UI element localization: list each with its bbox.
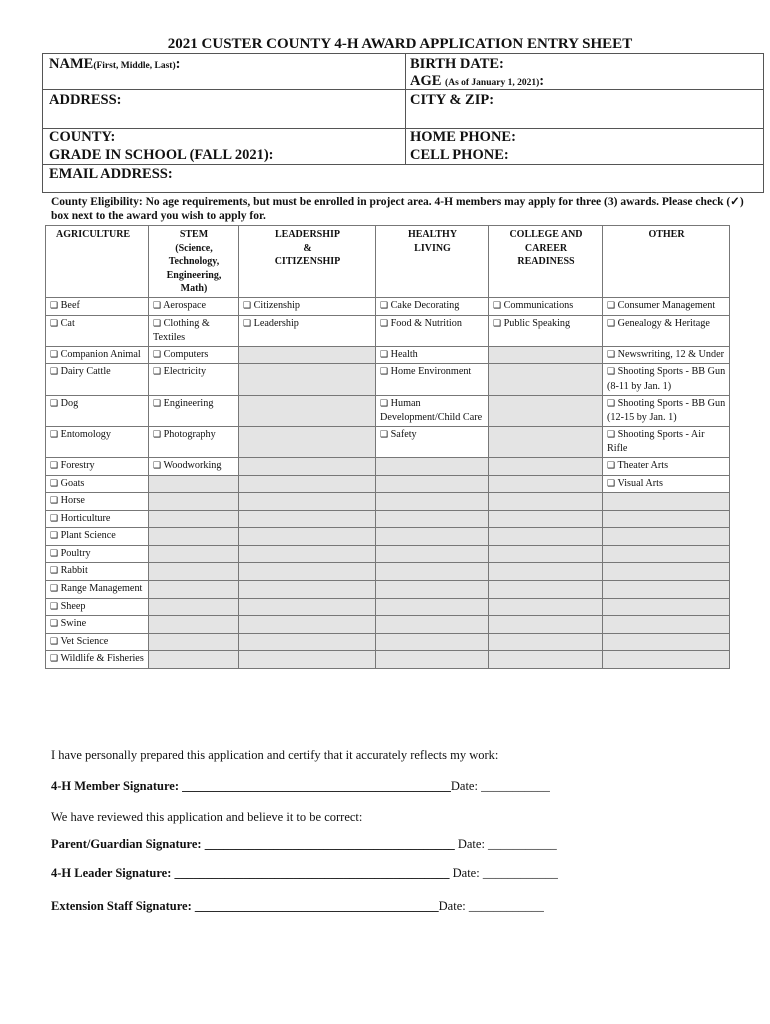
checkbox-icon[interactable]: ❑ [607,478,616,489]
empty-cell [239,364,376,395]
award-label: Plant Science [60,530,116,542]
checkbox-icon[interactable]: ❑ [50,460,59,471]
empty-cell [603,581,730,599]
award-label: Visual Arts [617,477,663,489]
empty-cell [603,510,730,528]
empty-cell [489,395,603,426]
address-field[interactable]: ADDRESS: [49,92,122,108]
award-label: Communications [503,299,574,311]
reviewed-statement: We have reviewed this application and believe it to be correct: [51,810,363,824]
checkbox-icon[interactable]: ❑ [50,548,59,559]
awards-table [45,225,730,669]
header-other: OTHER [603,226,730,298]
empty-cell [149,475,239,493]
table-row [46,315,730,346]
award-option-college-career[interactable] [489,315,603,346]
award-option-agriculture[interactable] [46,315,149,346]
table-header-row [46,226,730,298]
award-label: Beef [60,299,80,311]
header-stem: STEM (Science, Technology, Engineering, Math) [149,226,239,298]
empty-cell [149,633,239,651]
award-label: Leadership [253,317,299,329]
empty-cell [489,581,603,599]
empty-cell [603,545,730,563]
empty-cell [376,510,489,528]
empty-cell [489,545,603,563]
empty-cell [376,545,489,563]
empty-cell [239,426,376,457]
checkbox-icon[interactable]: ❑ [153,300,162,311]
empty-cell [149,598,239,616]
empty-cell [376,563,489,581]
table-row [46,297,730,315]
award-option-college-career[interactable] [489,297,603,315]
checkbox-icon[interactable]: ❑ [153,398,162,409]
empty-cell [239,598,376,616]
checkbox-icon[interactable]: ❑ [50,636,59,647]
award-option-agriculture[interactable] [46,297,149,315]
info-divider [405,54,406,164]
empty-cell [489,598,603,616]
empty-cell [376,633,489,651]
award-option-agriculture[interactable] [46,545,149,563]
award-option-agriculture[interactable] [46,510,149,528]
award-label: Wildlife & Fisheries [60,653,144,665]
award-option-other[interactable] [603,346,730,364]
info-rule [43,89,763,90]
home-phone-field[interactable]: HOME PHONE: [410,129,516,145]
checkbox-icon[interactable]: ❑ [50,429,59,440]
table-row [46,633,730,651]
empty-cell [603,633,730,651]
award-option-agriculture[interactable] [46,581,149,599]
award-label: Electricity [163,366,207,378]
city-zip-field[interactable]: CITY & ZIP: [410,92,495,108]
checkbox-icon[interactable]: ❑ [50,654,59,665]
checkbox-icon[interactable]: ❑ [50,367,59,378]
award-label: Dog [60,397,79,409]
table-row [46,364,730,395]
grade-field[interactable]: GRADE IN SCHOOL (FALL 2021): [49,147,274,163]
empty-cell [489,364,603,395]
checkbox-icon[interactable]: ❑ [380,318,389,329]
staff-signature-line[interactable]: Extension Staff Signature: _______________________________________Date: ____________ [51,899,544,913]
award-option-other[interactable] [603,395,730,426]
award-option-other[interactable] [603,364,730,395]
empty-cell [489,633,603,651]
checkbox-icon[interactable]: ❑ [380,300,389,311]
award-option-agriculture[interactable] [46,598,149,616]
cell-phone-field[interactable]: CELL PHONE: [410,147,509,163]
award-option-stem[interactable] [149,395,239,426]
award-option-agriculture[interactable] [46,493,149,511]
empty-cell [376,581,489,599]
table-row [46,475,730,493]
leader-signature-line[interactable]: 4-H Leader Signature: ____________________________________________ Date: ____________ [51,866,558,880]
award-label: Food & Nutrition [390,317,462,329]
award-option-stem[interactable] [149,426,239,457]
empty-cell [603,598,730,616]
award-option-leadership[interactable] [239,315,376,346]
award-label: Horse [60,495,85,507]
empty-cell [603,563,730,581]
checkbox-icon[interactable]: ❑ [50,300,59,311]
checkbox-icon[interactable]: ❑ [493,318,502,329]
award-label: Range Management [60,583,143,595]
checkbox-icon[interactable]: ❑ [50,619,59,630]
award-option-agriculture[interactable] [46,651,149,669]
award-option-agriculture[interactable] [46,475,149,493]
member-signature-line[interactable]: 4-H Member Signature: ___________________________________________Date: ___________ [51,779,550,793]
award-label: Home Environment [390,366,472,378]
award-label: Cake Decorating [390,299,460,311]
empty-cell [239,493,376,511]
award-label: Goats [60,477,85,489]
name-hint: (First, Middle, Last) [93,61,176,71]
checkbox-icon[interactable]: ❑ [50,318,59,329]
checkbox-icon[interactable]: ❑ [153,367,162,378]
age-label: AGE [410,73,446,89]
award-option-healthy-living[interactable] [376,395,489,426]
checkbox-icon[interactable]: ❑ [153,429,162,440]
award-label: Citizenship [253,299,301,311]
empty-cell [489,457,603,475]
staff-date-line[interactable]: Date: ____________ [438,899,544,913]
info-rule [43,128,763,129]
award-label: Horticulture [60,512,111,524]
award-label: Computers [163,348,209,360]
table-row [46,493,730,511]
table-row [46,395,730,426]
eligibility-note: County Eligibility: No age requirements, but must be enrolled in project area. 4-H members may apply for three (3) awards. Please check (✓) box next to the award you wish to apply for. [51,196,744,222]
award-option-healthy-living[interactable] [376,364,489,395]
checkbox-icon[interactable]: ❑ [50,601,59,612]
award-option-agriculture[interactable] [46,563,149,581]
award-option-healthy-living[interactable] [376,297,489,315]
checkbox-icon[interactable]: ❑ [607,398,616,409]
empty-cell [376,493,489,511]
checkbox-icon[interactable]: ❑ [380,429,389,440]
checkbox-icon[interactable]: ❑ [380,398,389,409]
award-option-other[interactable] [603,426,730,457]
table-row [46,598,730,616]
empty-cell [239,651,376,669]
checkbox-icon[interactable]: ❑ [50,478,59,489]
award-option-agriculture[interactable] [46,616,149,634]
award-label: Rabbit [60,565,88,577]
award-label: Forestry [60,459,95,471]
award-label: Dairy Cattle [60,366,111,378]
award-label: Woodworking [163,459,222,471]
award-option-agriculture[interactable] [46,346,149,364]
award-label: Shooting Sports - BB Gun (8-11 by Jan. 1) [607,366,726,392]
award-option-agriculture[interactable] [46,457,149,475]
empty-cell [239,616,376,634]
checkbox-icon[interactable]: ❑ [243,300,252,311]
table-row [46,510,730,528]
member-date-line[interactable]: Date: ___________ [450,779,550,793]
table-row [46,581,730,599]
checkbox-icon[interactable]: ❑ [50,398,59,409]
checkbox-icon[interactable]: ❑ [50,531,59,542]
checkbox-icon[interactable]: ❑ [607,429,616,440]
award-option-other[interactable] [603,297,730,315]
empty-cell [489,426,603,457]
award-option-agriculture[interactable] [46,364,149,395]
award-label: Cat [60,317,75,329]
empty-cell [149,581,239,599]
checkbox-icon[interactable]: ❑ [607,367,616,378]
empty-cell [376,651,489,669]
empty-cell [489,528,603,546]
checkbox-icon[interactable]: ❑ [50,513,59,524]
award-label: Genealogy & Heritage [617,317,710,329]
checkbox-icon[interactable]: ❑ [50,566,59,577]
info-rule [43,164,763,165]
award-label: Newswriting, 12 & Under [617,348,725,360]
empty-cell [603,651,730,669]
award-option-stem[interactable] [149,315,239,346]
table-row [46,651,730,669]
birth-date-field[interactable]: BIRTH DATE: [410,56,504,72]
checkbox-icon[interactable]: ❑ [607,318,616,329]
checkbox-icon[interactable]: ❑ [153,318,162,329]
table-row [46,563,730,581]
award-label: Vet Science [60,635,109,647]
award-label: Photography [163,428,216,440]
empty-cell [489,563,603,581]
checkbox-icon[interactable]: ❑ [243,318,252,329]
awards-body [46,297,730,668]
award-label: Theater Arts [617,459,669,471]
empty-cell [149,510,239,528]
award-option-stem[interactable] [149,346,239,364]
award-option-healthy-living[interactable] [376,426,489,457]
empty-cell [489,651,603,669]
certify-statement: I have personally prepared this application and certify that it accurately reflects my work: [51,748,499,762]
award-option-agriculture[interactable] [46,633,149,651]
award-option-stem[interactable] [149,297,239,315]
empty-cell [149,651,239,669]
applicant-info-box [42,53,764,193]
empty-cell [239,475,376,493]
empty-cell [376,616,489,634]
name-field[interactable]: NAME(First, Middle, Last): [49,56,181,72]
award-label: Poultry [60,547,91,559]
age-hint: (As of January 1, 2021) [445,78,540,88]
award-option-stem[interactable] [149,364,239,395]
checkbox-icon[interactable]: ❑ [153,460,162,471]
table-row [46,528,730,546]
empty-cell [376,528,489,546]
award-option-other[interactable] [603,475,730,493]
empty-cell [239,633,376,651]
table-row [46,545,730,563]
header-healthy-living: HEALTHY LIVING [376,226,489,298]
award-label: Safety [390,428,417,440]
empty-cell [239,563,376,581]
empty-cell [489,346,603,364]
empty-cell [149,563,239,581]
award-label: Health [390,348,418,360]
award-label: Human Development/Child Care [380,397,483,424]
table-row [46,346,730,364]
empty-cell [489,493,603,511]
table-row [46,616,730,634]
empty-cell [376,457,489,475]
award-label: Public Speaking [503,317,571,329]
award-label: Clothing & Textiles [153,317,210,344]
checkbox-icon[interactable]: ❑ [380,367,389,378]
award-label: Shooting Sports - Air Rifle [607,428,705,455]
award-option-healthy-living[interactable] [376,315,489,346]
checkbox-icon[interactable]: ❑ [607,349,616,360]
empty-cell [239,581,376,599]
award-option-agriculture[interactable] [46,426,149,457]
award-label: Aerospace [163,299,207,311]
award-label: Shooting Sports - BB Gun (12-15 by Jan. 1) [607,397,726,424]
award-option-agriculture[interactable] [46,395,149,426]
empty-cell [239,457,376,475]
name-label: NAME [49,56,94,72]
award-option-agriculture[interactable] [46,528,149,546]
award-option-leadership[interactable] [239,297,376,315]
award-option-other[interactable] [603,457,730,475]
award-label: Consumer Management [617,299,716,311]
award-option-other[interactable] [603,315,730,346]
checkbox-icon[interactable]: ❑ [607,460,616,471]
checkbox-icon[interactable]: ❑ [50,584,59,595]
county-field[interactable]: COUNTY: [49,129,116,145]
checkbox-icon[interactable]: ❑ [607,300,616,311]
leader-date-line[interactable]: Date: ____________ [449,866,558,880]
empty-cell [376,475,489,493]
checkbox-icon[interactable]: ❑ [50,349,59,360]
parent-date-line[interactable]: Date: ___________ [454,837,557,851]
empty-cell [239,346,376,364]
award-option-stem[interactable] [149,457,239,475]
empty-cell [376,598,489,616]
empty-cell [489,510,603,528]
award-option-healthy-living[interactable] [376,346,489,364]
empty-cell [603,528,730,546]
checkbox-icon[interactable]: ❑ [380,349,389,360]
checkbox-icon[interactable]: ❑ [153,349,162,360]
age-field[interactable]: AGE (As of January 1, 2021): [410,73,545,89]
empty-cell [149,493,239,511]
empty-cell [239,510,376,528]
empty-cell [239,545,376,563]
email-field[interactable]: EMAIL ADDRESS: [49,166,173,182]
empty-cell [489,616,603,634]
empty-cell [489,475,603,493]
award-label: Swine [60,618,87,630]
parent-signature-line[interactable]: Parent/Guardian Signature: ________________________________________ Date: ___________ [51,837,557,851]
empty-cell [603,616,730,634]
empty-cell [149,616,239,634]
empty-cell [239,395,376,426]
empty-cell [603,493,730,511]
page-title: 2021 CUSTER COUNTY 4-H AWARD APPLICATION ENTRY SHEET [167,36,633,52]
empty-cell [239,528,376,546]
table-row [46,426,730,457]
header-college-career: COLLEGE AND CAREER READINESS [489,226,603,298]
award-label: Companion Animal [60,348,141,360]
award-label: Entomology [60,428,111,440]
award-label: Sheep [60,600,86,612]
checkbox-icon[interactable]: ❑ [493,300,502,311]
header-agriculture: AGRICULTURE [46,226,149,298]
empty-cell [149,545,239,563]
award-label: Engineering [163,397,214,409]
table-row [46,457,730,475]
header-leadership: LEADERSHIP & CITIZENSHIP [239,226,376,298]
checkbox-icon[interactable]: ❑ [50,496,59,507]
empty-cell [149,528,239,546]
